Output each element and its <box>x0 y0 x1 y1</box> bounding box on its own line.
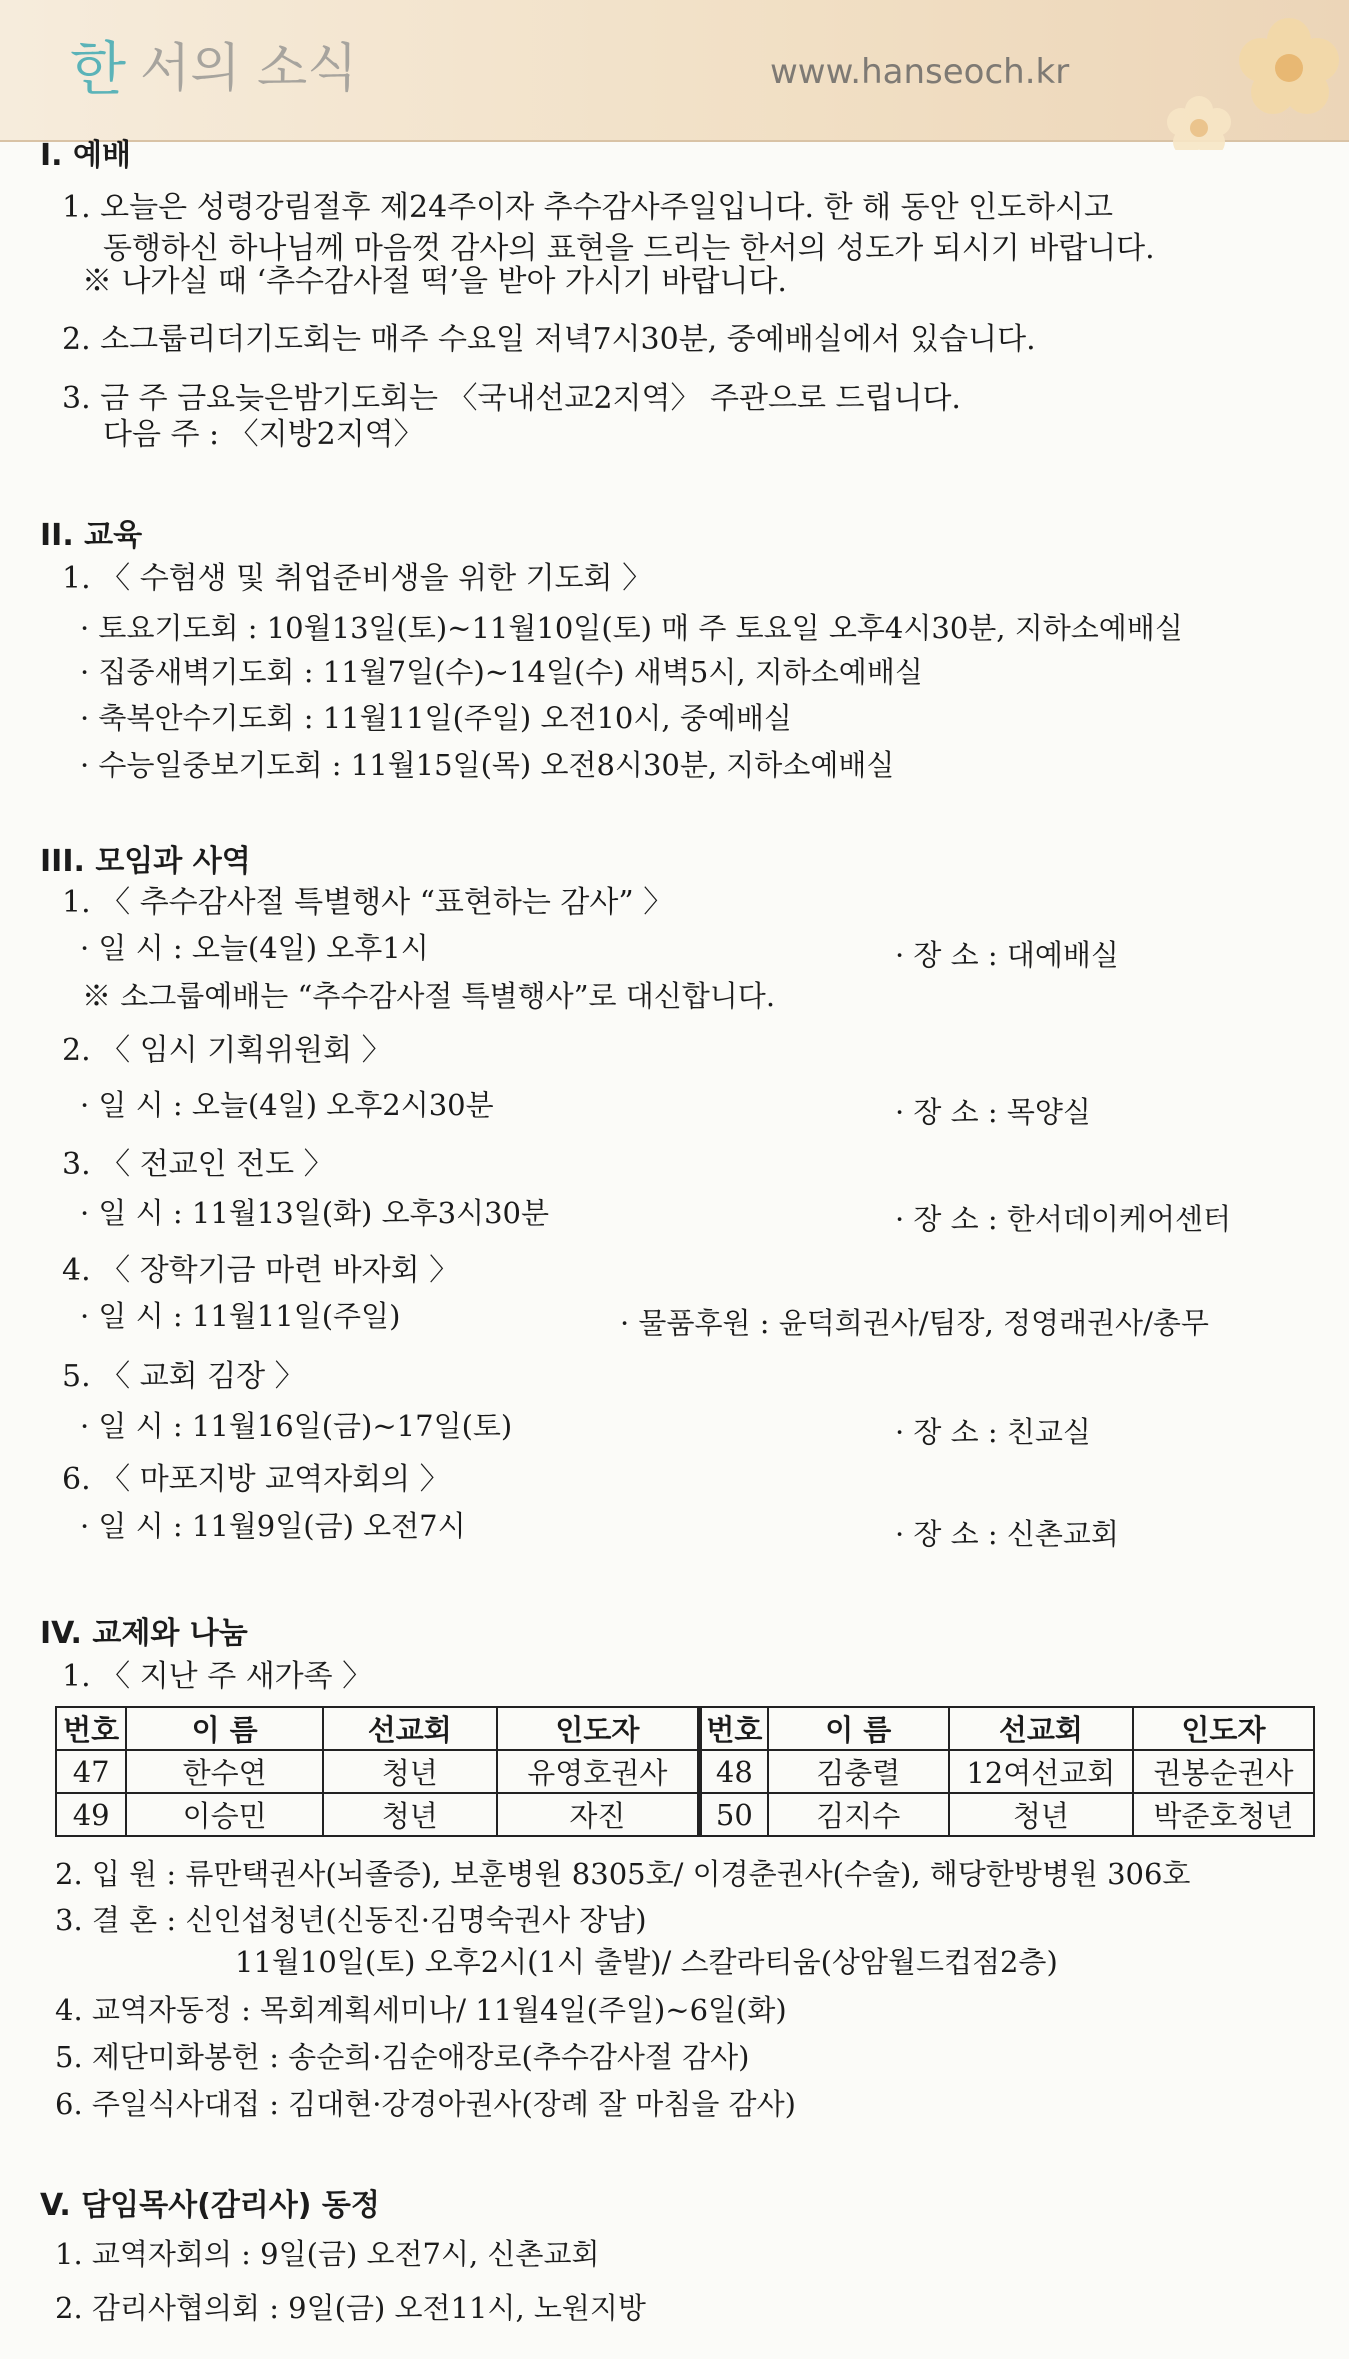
education-line-3: · 축복안수기도회 : 11월11일(주일) 오전10시, 중예배실 <box>80 701 792 735</box>
worship-line-1: 1. 오늘은 성령강림절후 제24주이자 추수감사주일입니다. 한 해 동안 인도하시고 <box>62 190 1114 225</box>
table-cell: 자진 <box>497 1793 700 1836</box>
table-row <box>56 1750 1314 1793</box>
table-header-row <box>56 1707 1314 1750</box>
header-cell: 번호 <box>56 1707 126 1750</box>
header-cell: 선교회 <box>323 1707 497 1750</box>
table-cell: 유영호권사 <box>497 1750 700 1793</box>
event-6-when: · 일 시 : 11월9일(금) 오전7시 <box>80 1509 466 1543</box>
fellowship-altar-flowers: 5. 제단미화봉헌 : 송순희·김순애장로(추수감사절 감사) <box>55 2040 750 2074</box>
section-meetings-title: III. 모임과 사역 <box>40 844 251 879</box>
table-cell: 김충렬 <box>768 1750 949 1793</box>
new-family-title: 1. 〈 지난 주 새가족 〉 <box>62 1659 373 1694</box>
logo-han: 한 <box>70 35 128 103</box>
worship-note: ※ 나가실 때 ‘추수감사절 떡’을 받아 가시기 바랍니다. <box>82 264 787 299</box>
table-cell: 김지수 <box>768 1793 949 1836</box>
table-cell: 권봉순권사 <box>1133 1750 1314 1793</box>
event-1-where: · 장 소 : 대예배실 <box>895 938 1119 972</box>
event-3-when: · 일 시 : 11월13일(화) 오후3시30분 <box>80 1196 549 1230</box>
event-5-when: · 일 시 : 11월16일(금)~17일(토) <box>80 1409 513 1443</box>
header-cell: 선교회 <box>949 1707 1133 1750</box>
section-fellowship-title: IV. 교제와 나눔 <box>40 1616 248 1651</box>
fellowship-hospital: 2. 입 원 : 류만택권사(뇌졸증), 보훈병원 8305호/ 이경춘권사(수술), 해당한방병원 306호 <box>55 1857 1191 1891</box>
pastor-line-1: 1. 교역자회의 : 9일(금) 오전7시, 신촌교회 <box>55 2237 600 2271</box>
header-cell: 인도자 <box>497 1707 700 1750</box>
table-cell: 이승민 <box>126 1793 323 1836</box>
event-4-title: 4. 〈 장학기금 마련 바자회 〉 <box>62 1253 460 1288</box>
table-cell: 49 <box>56 1793 126 1836</box>
event-1-when: · 일 시 : 오늘(4일) 오후1시 <box>80 931 429 965</box>
table-cell: 청년 <box>323 1750 497 1793</box>
worship-line-3: 2. 소그룹리더기도회는 매주 수요일 저녁7시30분, 중예배실에서 있습니다. <box>62 322 1036 357</box>
education-line-2: · 집중새벽기도회 : 11월7일(수)~14일(수) 새벽5시, 지하소예배실 <box>80 655 923 689</box>
logo-title: 서의 소식 <box>140 39 358 99</box>
table-cell: 50 <box>699 1793 767 1836</box>
header-cell: 이 름 <box>768 1707 949 1750</box>
fellowship-sunday-meal: 6. 주일식사대접 : 김대현·강경아권사(장례 잘 마침을 감사) <box>55 2087 796 2121</box>
worship-line-4: 3. 금 주 금요늦은밤기도회는 〈국내선교2지역〉 주관으로 드립니다. <box>62 381 961 416</box>
event-4-when: · 일 시 : 11월11일(주일) <box>80 1299 401 1333</box>
worship-line-5: 다음 주 : 〈지방2지역〉 <box>103 417 424 452</box>
header-cell: 이 름 <box>126 1707 323 1750</box>
education-event-title: 1. 〈 수험생 및 취업준비생을 위한 기도회 〉 <box>62 561 653 596</box>
new-family-table <box>55 1706 1315 1837</box>
fellowship-wedding-2: 11월10일(토) 오후2시(1시 출발)/ 스칼라티움(상암월드컵점2층) <box>235 1945 1058 1979</box>
table-cell: 청년 <box>323 1793 497 1836</box>
section-education-title: II. 교육 <box>40 518 143 553</box>
header-cell: 인도자 <box>1133 1707 1314 1750</box>
event-3-where: · 장 소 : 한서데이케어센터 <box>895 1202 1232 1236</box>
header-cell: 번호 <box>699 1707 767 1750</box>
flower-decoration-icon <box>1089 0 1349 150</box>
fellowship-wedding-1: 3. 결 혼 : 신인섭청년(신동진·김명숙권사 장남) <box>55 1903 647 1937</box>
education-line-4: · 수능일중보기도회 : 11월15일(목) 오전8시30분, 지하소예배실 <box>80 748 895 782</box>
event-5-title: 5. 〈 교회 김장 〉 <box>62 1359 305 1394</box>
section-pastor-title: V. 담임목사(감리사) 동정 <box>40 2188 380 2223</box>
header-banner <box>0 0 1349 142</box>
table-row <box>56 1793 1314 1836</box>
event-6-title: 6. 〈 마포지방 교역자회의 〉 <box>62 1462 450 1497</box>
event-4-where: · 물품후원 : 윤덕희권사/팀장, 정영래권사/총무 <box>620 1306 1209 1340</box>
worship-line-2: 동행하신 하나님께 마음껏 감사의 표현을 드리는 한서의 성도가 되시기 바랍니다. <box>103 231 1155 266</box>
table-cell: 12여선교회 <box>949 1750 1133 1793</box>
event-3-title: 3. 〈 전교인 전도 〉 <box>62 1147 334 1182</box>
fellowship-pastor-news: 4. 교역자동정 : 목회계획세미나/ 11월4일(주일)~6일(화) <box>55 1993 787 2027</box>
table-cell: 한수연 <box>126 1750 323 1793</box>
event-5-where: · 장 소 : 친교실 <box>895 1415 1091 1449</box>
table-cell: 박준호청년 <box>1133 1793 1314 1836</box>
event-2-where: · 장 소 : 목양실 <box>895 1095 1091 1129</box>
section-worship-title: I. 예배 <box>40 138 131 173</box>
event-1-title: 1. 〈 추수감사절 특별행사 “표현하는 감사” 〉 <box>62 885 674 920</box>
event-6-where: · 장 소 : 신촌교회 <box>895 1517 1119 1551</box>
pastor-line-2: 2. 감리사협의회 : 9일(금) 오전11시, 노원지방 <box>55 2291 646 2325</box>
event-1-note: ※ 소그룹예배는 “추수감사절 특별행사”로 대신합니다. <box>82 979 776 1013</box>
event-2-title: 2. 〈 임시 기획위원회 〉 <box>62 1033 392 1068</box>
table-cell: 47 <box>56 1750 126 1793</box>
event-2-when: · 일 시 : 오늘(4일) 오후2시30분 <box>80 1088 494 1122</box>
website-url[interactable]: www.hanseoch.kr <box>770 52 1070 92</box>
education-line-1: · 토요기도회 : 10월13일(토)~11월10일(토) 매 주 토요일 오후4시30분, 지하소예배실 <box>80 611 1183 645</box>
table-cell: 청년 <box>949 1793 1133 1836</box>
table-cell: 48 <box>699 1750 767 1793</box>
